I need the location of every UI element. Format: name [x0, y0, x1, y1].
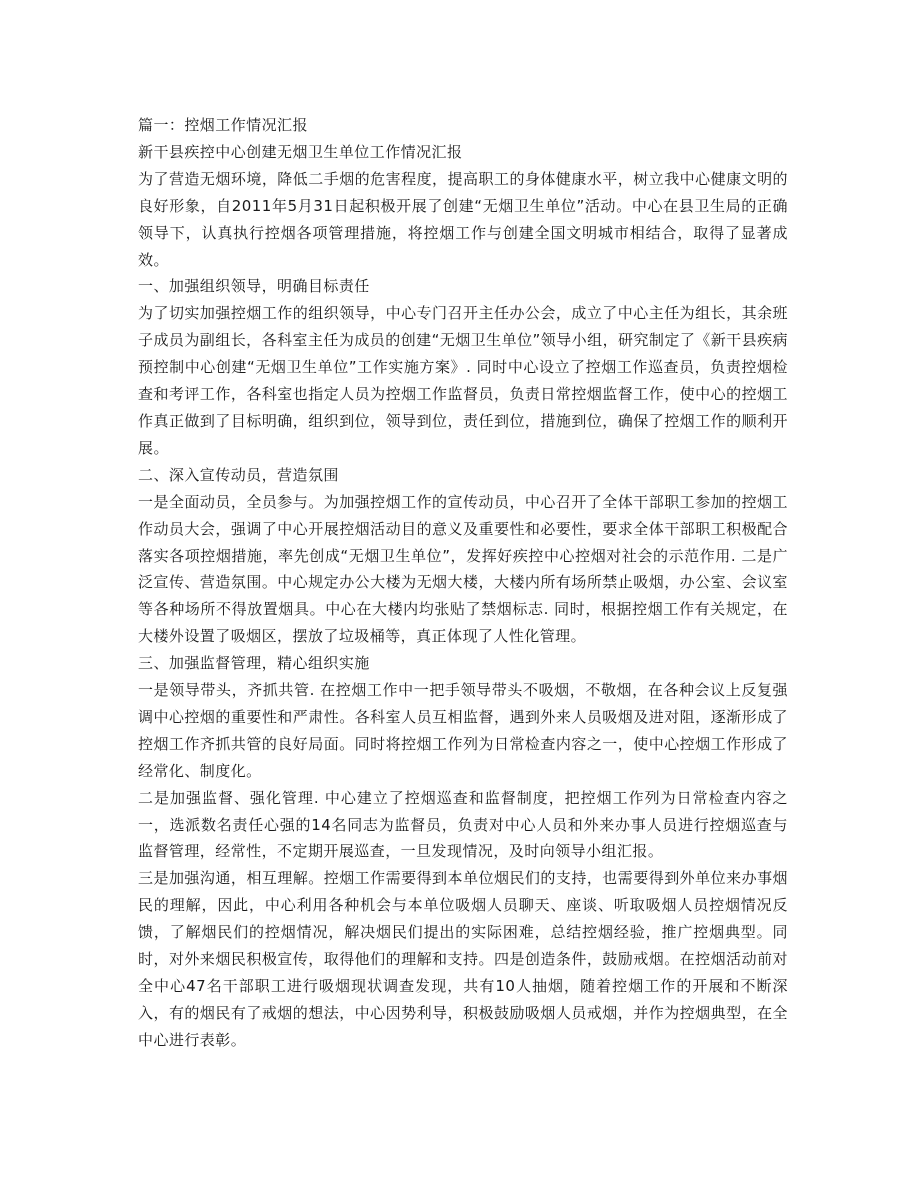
section-1-paragraph: 为了切实加强控烟工作的组织领导，中心专门召开主任办公会，成立了中心主任为组长，其余班子成员为副组长，各科室主任为成员的创建“无烟卫生单位”领导小组，研究制定了《新干县疾病预控制中心创建“无烟卫生单位”工作实施方案》. 同时中心设立了控烟工作巡查员，负责控烟检查和考评工作，各科室也指定人员为控烟工作监督员，负责日常控烟监督工作，使中心的控烟工作真正做到了目标明确，组织到位，领导到位，责任到位，措施到位，确保了控烟工作的顺利开展。: [138, 304, 788, 457]
section-3-paragraph-1: 一是领导带头，齐抓共管. 在控烟工作中一把手领导带头不吸烟，不敬烟，在各种会议上反复强调中心控烟的重要性和严肃性。各科室人员互相监督，遇到外来人员吸烟及进对阻，逐渐形成了控烟工作齐抓共管的良好局面。同时将控烟工作列为日常检查内容之一，使中心控烟工作形成了经常化、制度化。: [138, 681, 788, 780]
section-heading-3: 三、加强监督管理，精心组织实施: [138, 654, 370, 673]
section-3-paragraph-2: 二是加强监督、强化管理. 中心建立了控烟巡查和监督制度，把控烟工作列为日常检查内容之一，选派数名责任心强的14名同志为监督员，负责对中心人员和外来办事人员进行控烟巡查与监督管理，经常性，不定期开展巡查，一旦发现情况，及时向领导小组汇报。: [138, 788, 788, 861]
chapter-title: 篇一：控烟工作情况汇报: [138, 116, 308, 134]
report-title: 新干县疾控中心创建无烟卫生单位工作情况汇报: [138, 142, 463, 161]
section-3-paragraph-3: 三是加强沟通，相互理解。控烟工作需要得到本单位烟民们的支持，也需要得到外单位来办事烟民的理解，因此，中心利用各种机会与本单位吸烟人员聊天、座谈、听取吸烟人员控烟情况反馈，了解烟民们的控烟情况，解决烟民们提出的实际困难，总结控烟经验，推广控烟典型。同时，对外来烟民积极宣传，取得他们的理解和支持。四是创造条件，鼓励戒烟。在控烟活动前对全中心47名干部职工进行吸烟现状调查发现，共有10人抽烟，随着控烟工作的开展和不断深入，有的烟民有了戒烟的想法，中心因势利导，积极鼓励吸烟人员戒烟，并作为控烟典型，在全中心进行表彰。: [138, 869, 788, 1049]
document-body: [138, 112, 788, 1054]
intro-paragraph: 为了营造无烟环境，降低二手烟的危害程度，提高职工的身体健康水平，树立我中心健康文明的良好形象，自2011年5月31日起积极开展了创建“无烟卫生单位”活动。中心在县卫生局的正确领导下，认真执行控烟各项管理措施，将控烟工作与创建全国文明城市相结合，取得了显著成效。: [138, 169, 788, 269]
section-heading-2: 二、深入宣传动员，营造氛围: [138, 465, 339, 484]
section-2-paragraph: 一是全面动员，全员参与。为加强控烟工作的宣传动员，中心召开了全体干部职工参加的控烟工作动员大会，强调了中心开展控烟活动目的意义及重要性和必要性，要求全体干部职工积极配合落实各项控烟措施，率先创成“无烟卫生单位”，发挥好疾控中心控烟对社会的示范作用. 二是广泛宣传、营造氛围。中心规定办公大楼为无烟大楼，大楼内所有场所禁止吸烟，办公室、会议室等各种场所不得放置烟具。中心在大楼内均张贴了禁烟标志. 同时，根据控烟工作有关规定，在大楼外设置了吸烟区，摆放了垃圾桶等，真正体现了人性化管理。: [138, 492, 788, 646]
section-heading-1: 一、加强组织领导，明确目标责任: [138, 277, 370, 296]
